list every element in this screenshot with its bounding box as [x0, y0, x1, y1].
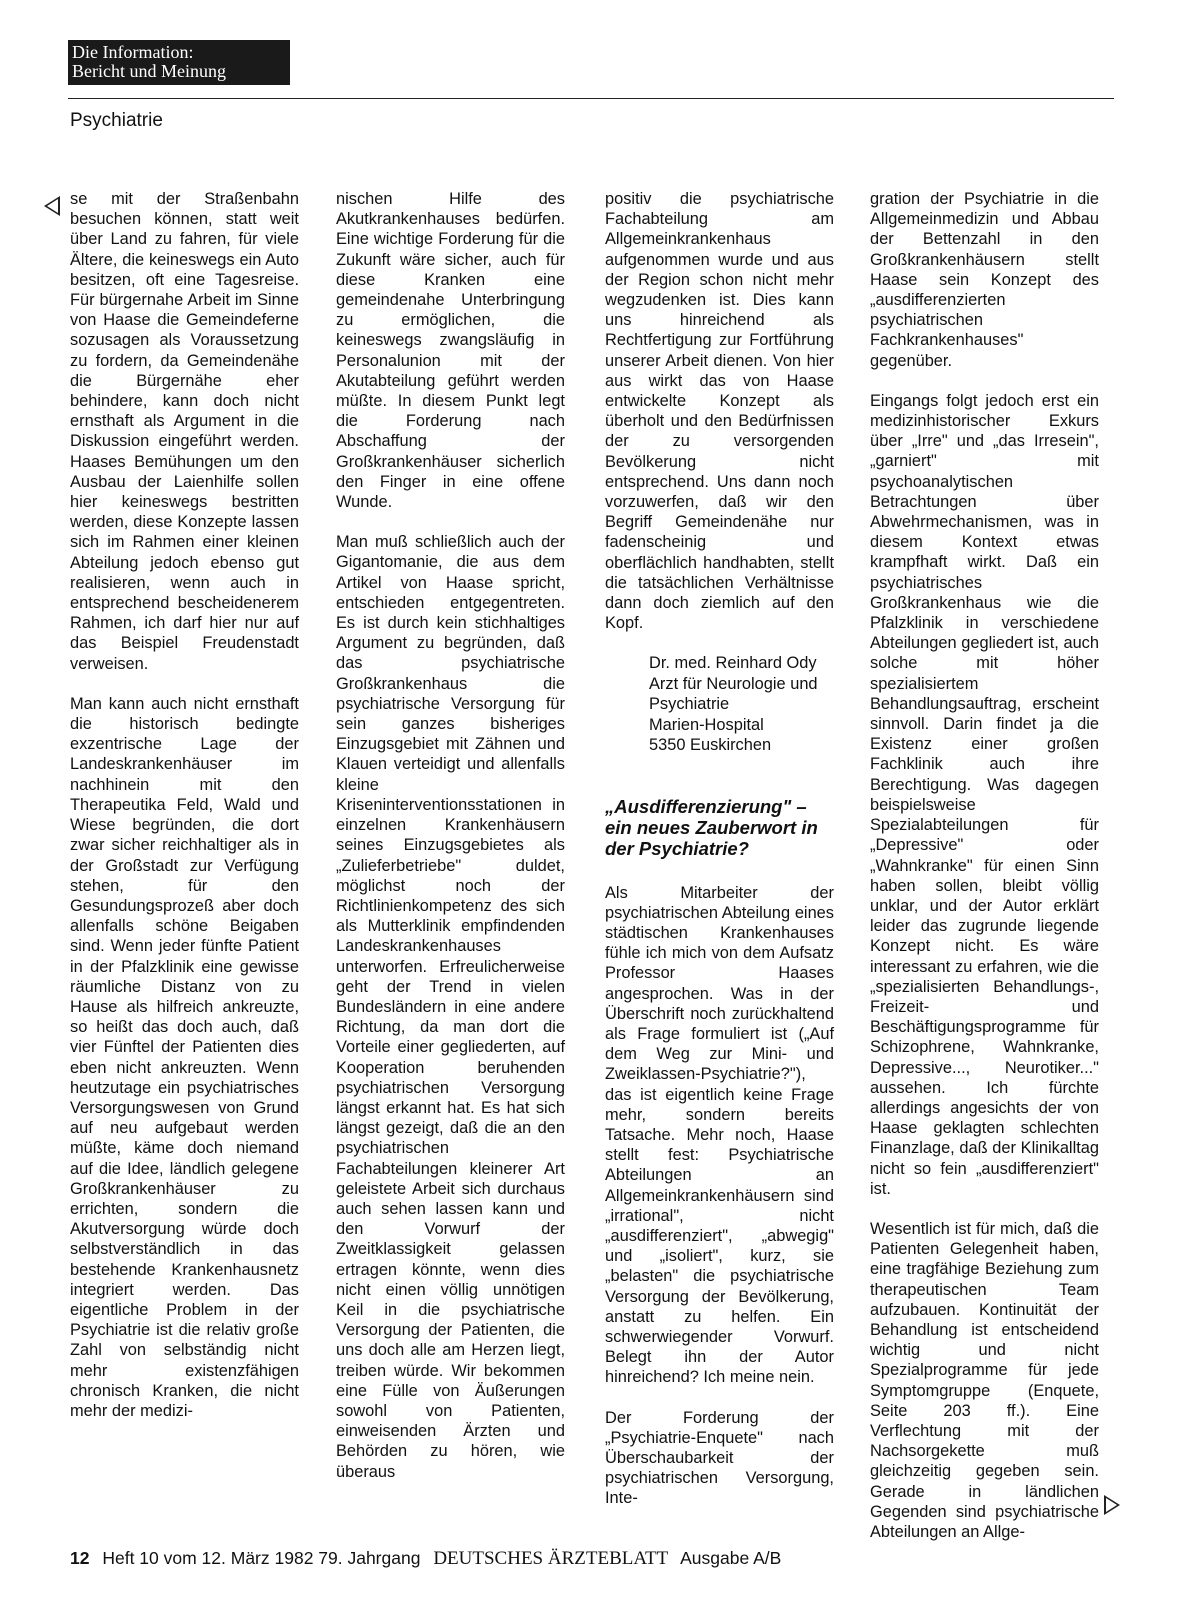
author-title-cont: Psychiatrie: [649, 695, 730, 714]
department-label: [68, 40, 290, 85]
journal-name: DEUTSCHES ÄRZTEBLATT: [433, 1548, 669, 1569]
paragraph: Wesentlich ist für mich, daß die Patienten Gelegenheit haben, eine tragfähige Beziehung zum therapeutischen Team aufzubauen. Kontinuität der Behandlung ist entscheidend wichtig und nicht Spezialprogramme für jede Symptomgruppe (Enquete, Seite 203 ff.). Eine Verflechtung mit der Nachsorgekette muß gleichzeitig gegeben sein. Gerade in ländlichen Gegenden sind psychiatrische Abteilungen an Allge-: [870, 1219, 1099, 1541]
paragraph: gration der Psychiatrie in die Allgemeinmedizin und Abbau der Bettenzahl in den Großkrankenhäusern stellt Haase sein Konzept des „ausdifferenzierten psychiatrischen Fachkrankenhauses" gegenüber.: [870, 190, 1099, 370]
paragraph: nischen Hilfe des Akutkrankenhauses bedürfen. Eine wichtige Forderung für die Zukunft wäre sicher, auch für diese Kranken eine gemeindenahe Unterbringung zu ermöglichen, die keineswegs zwangsläufig in Personalunion mit der Akutabteilung geführt werden müßte. In diesem Punkt legt die Forderung nach Abschaffung der Großkrankenhäuser sicherlich den Finger in eine offene Wunde.: [336, 190, 565, 512]
author-signature: [605, 653, 834, 755]
triangle-right-icon: [1104, 1495, 1120, 1515]
paragraph: Eingangs folgt jedoch erst ein medizinhistorischer Exkurs über „Irre" und „das Irresein", „garniert" mit psychoanalytischen Betrachtungen über Abwehrmechanismen, was in diesem Kontext etwas krampfhaft wirkt. Daß ein psychiatrisches Großkrankenhaus wie die Pfalzklinik in verschiedene Abteilungen gegliedert ist, auch solche mit höher spezialisiertem Behandlungsauftrag, erscheint sinnvoll. Darin findet ja die Existenz einer großen Fachklinik auch ihre Berechtigung. Was dagegen beispielsweise Spezialabteilungen für „Depressive" oder „Wahnkranke" für einen Sinn haben sollen, bleibt völlig unklar, und der Autor erklärt leider das zugrunde liegende Konzept nicht. Es wäre interessant zu erfahren, wie die „spezialisierten Behandlungs-, Freizeit- und Beschäftigungsprogramme für Schizophrene, Wahnkranke, Depressive..., Neurotiker..." aussehen. Ich fürchte allerdings angesichts der von Haase geklagten schlechten Finanzlage, daß der Klinikalltag nicht so fein „ausdifferenziert" ist.: [870, 391, 1099, 1198]
paragraph: se mit der Straßenbahn besuchen können, statt weit über Land zu fahren, für viele Ältere, die keineswegs ein Auto besitzen, oft eine Tagesreise. Für bürgernahe Arbeit im Sinne von Haase die Gemeindeferne sozusagen als Voraussetzung zu fordern, da Gemeindenähe die Bürgernähe eher behindere, kann doch nicht ernsthaft als Argument in die Diskussion eingeführt werden. Haases Bemühungen um den Ausbau der Laienhilfe sollen hier keineswegs bestritten werden, diese Konzepte lassen sich im Rahmen einer kleinen Abteilung jedoch ebenso gut realisieren, wenn auch in entsprechend bescheidenerem Rahmen, ich darf hier nur auf das Beispiel Freudenstadt verweisen.: [70, 190, 299, 673]
column-3: [605, 189, 834, 1509]
author-title: Arzt für Neurologie und: [649, 674, 818, 693]
paragraph: Der Forderung der „Psychiatrie-Enquete" nach Überschaubarkeit der psychiatrischen Versorgung, Inte-: [605, 1408, 834, 1508]
author-location: 5350 Euskirchen: [649, 736, 772, 755]
column-4: [870, 189, 1099, 1542]
paragraph: Man kann auch nicht ernsthaft die historisch bedingte exzentrische Lage der Landeskrankenhäuser im nachhinein mit den Therapeutika Feld, Wald und Wiese begründen, die dort zwar sicher reichhaltiger als in der Großstadt zur Verfügung stehen, für den Gesundungsprozeß aber doch allenfalls schöne Beigaben sind. Wenn jeder fünfte Patient in der Pfalzklinik eine gewisse räumliche Distanz von zu Hause als hilfreich ankreuzte, so heißt das doch auch, daß vier Fünftel der Patienten dies eben nicht ankreuzten. Wenn heutzutage ein psychiatrisches Versorgungswesen von Grund auf neu aufgebaut werden müßte, käme doch niemand auf die Idee, ländlich gelegene Großkrankenhäuser zu errichten, sondern die Akutversorgung würde doch selbstverständlich in das bestehende Krankenhausnetz integriert werden. Das eigentliche Problem in der Psychiatrie ist die relativ große Zahl von selbständig nicht mehr existenzfähigen chronisch Kranken, die nicht mehr der medizi-: [70, 694, 299, 1420]
column-2: [336, 189, 565, 1482]
paragraph: Als Mitarbeiter der psychiatrischen Abteilung eines städtischen Krankenhauses fühle ich mich von dem Aufsatz Professor Haases angesprochen. Was in der Überschrift noch zurückhaltend als Frage formuliert ist („Auf dem Weg zur Mini- und Zweiklassen-Psychiatrie?"), das ist eigentlich keine Frage mehr, sondern bereits Tatsache. Mehr noch, Haase stellt fest: Psychiatrische Abteilungen an Allgemeinkrankenhäusern sind „irrational", nicht „ausdifferenziert", „abwegig" und „isoliert", kurz, sie „belasten" die psychiatrische Versorgung der Bevölkerung, anstatt zu helfen. Ein schwerwiegender Vorwurf. Belegt ihn der Autor hinreichend? Ich meine nein.: [605, 883, 834, 1387]
article-subhead: „Ausdifferenzierung" – ein neues Zauberwort in der Psychiatrie?: [605, 795, 818, 859]
header-rule: [68, 98, 1114, 99]
paragraph: positiv die psychiatrische Fachabteilung am Allgemeinkrankenhaus aufgenommen wurde und aus der Region schon nicht mehr wegzudenken ist. Dies kann uns hinreichend als Rechtfertigung zur Fortführung unserer Arbeit dienen. Von hier aus wirkt das von Haase entwickelte Konzept als überholt und den Bedürfnissen der zu versorgenden Bevölkerung nicht entsprechend. Uns dann noch vorzuwerfen, daß wir den Begriff Gemeindenähe nur fadenscheinig und oberflächlich handhabten, stellt die tatsächlichen Verhältnisse dann doch ziemlich auf den Kopf.: [605, 190, 834, 633]
department-label-line2: Bericht und Meinung: [72, 61, 226, 81]
paragraph: Man muß schließlich auch der Gigantomanie, die aus dem Artikel von Haase spricht, entschieden entgegentreten. Es ist durch kein stichhaltiges Argument zu begründen, daß das psychiatrische Großkrankenhaus die psychiatrische Versorgung für sein ganzes bisheriges Einzugsgebiet mit Zähnen und Klauen verteidigt und allenfalls kleine Kriseninterventionsstationen in einzelnen Krankenhäusern seines Einzugsgebietes als „Zulieferbetriebe" duldet, möglichst noch der Richtlinienkompetenz des sich als Mutterklinik empfindenden Landeskrankenhauses unterworfen. Erfreulicherweise geht der Trend in vielen Bundesländern in eine andere Richtung, da man dort die Vorteile einer gegliederten, auf Kooperation beruhenden psychiatrischen Versorgung längst erkannt hat. Es hat sich längst gezeigt, daß die an den psychiatrischen Fachabteilungen kleinerer Art geleistete Arbeit sich durchaus auch sehen lassen kann und den Vorwurf der Zweitklassigkeit gelassen ertragen könnte, wenn dies nicht einen völlig unnötigen Keil in die psychiatrische Versorgung der Patienten, die uns doch alle am Herzen liegt, treiben würde. Wir bekommen eine Fülle von Äußerungen sowohl von Patienten, einweisenden Ärzten und Behörden zu hören, wie überaus: [336, 533, 565, 1481]
department-label-line1: Die Information:: [72, 42, 194, 62]
page-number: 12: [70, 1548, 90, 1568]
issue-info: Heft 10 vom 12. März 1982 79. Jahrgang: [102, 1548, 421, 1568]
section-title: Psychiatrie: [70, 110, 163, 131]
triangle-left-icon: [44, 196, 60, 216]
author-name: Dr. med. Reinhard Ody: [649, 654, 817, 673]
author-institution: Marien-Hospital: [649, 715, 764, 734]
edition-info: Ausgabe A/B: [680, 1548, 782, 1568]
column-1: [70, 189, 299, 1421]
page-footer: [70, 1548, 781, 1570]
